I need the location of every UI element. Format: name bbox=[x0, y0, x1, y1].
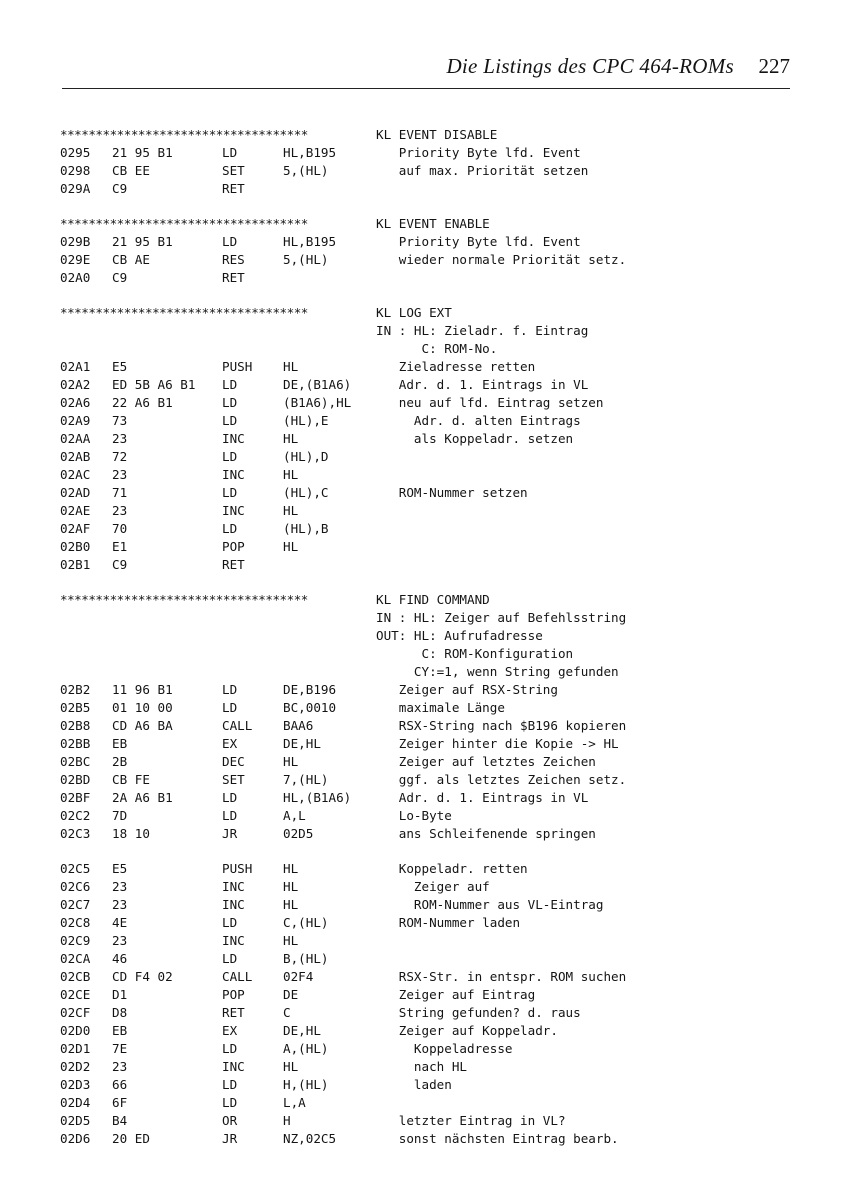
comment: als Koppeladr. setzen bbox=[376, 431, 574, 446]
mnemonic: LD bbox=[222, 377, 238, 392]
operand: H,(HL) bbox=[283, 1077, 329, 1092]
comment: RSX-Str. in entspr. ROM suchen bbox=[376, 969, 627, 984]
opcode-bytes: 72 bbox=[112, 449, 128, 464]
mnemonic: PUSH bbox=[222, 861, 253, 876]
listing-line bbox=[60, 932, 800, 950]
mnemonic: LD bbox=[222, 395, 238, 410]
opcode-bytes: 23 bbox=[112, 503, 128, 518]
listing-line bbox=[60, 968, 800, 986]
listing-line bbox=[60, 950, 800, 968]
operand: C,(HL) bbox=[283, 915, 329, 930]
address: 02AE bbox=[60, 503, 91, 518]
listing-line bbox=[60, 269, 800, 287]
opcode-bytes: ED 5B A6 B1 bbox=[112, 377, 196, 392]
listing-line bbox=[60, 394, 800, 412]
listing-line bbox=[60, 771, 800, 789]
comment: Adr. d. alten Eintrags bbox=[376, 413, 581, 428]
operand: HL,B195 bbox=[283, 145, 337, 160]
listing-line bbox=[60, 340, 800, 358]
operand: 5,(HL) bbox=[283, 163, 329, 178]
listing-line bbox=[60, 807, 800, 825]
routine-label: KL FIND COMMAND bbox=[376, 592, 490, 607]
address: 02D1 bbox=[60, 1041, 91, 1056]
opcode-bytes: 71 bbox=[112, 485, 128, 500]
comment: ROM-Nummer setzen bbox=[376, 485, 528, 500]
listing-spacer bbox=[60, 287, 800, 304]
mnemonic: EX bbox=[222, 736, 238, 751]
operand: HL bbox=[283, 861, 299, 876]
opcode-bytes: C9 bbox=[112, 270, 128, 285]
mnemonic: LD bbox=[222, 145, 238, 160]
mnemonic: SET bbox=[222, 772, 245, 787]
listing-line bbox=[60, 1022, 800, 1040]
routine-separator bbox=[60, 304, 800, 322]
opcode-bytes: 70 bbox=[112, 521, 128, 536]
routine-separator bbox=[60, 215, 800, 233]
listing-line bbox=[60, 180, 800, 198]
opcode-bytes: CB AE bbox=[112, 252, 150, 267]
mnemonic: RET bbox=[222, 1005, 245, 1020]
operand: HL,B195 bbox=[283, 234, 337, 249]
address: 02A2 bbox=[60, 377, 91, 392]
listing-line bbox=[60, 825, 800, 843]
listing-line bbox=[60, 1112, 800, 1130]
address: 02BC bbox=[60, 754, 91, 769]
address: 02C3 bbox=[60, 826, 91, 841]
address: 029B bbox=[60, 234, 91, 249]
comment: Koppeladr. retten bbox=[376, 861, 528, 876]
address: 02D0 bbox=[60, 1023, 91, 1038]
comment: neu auf lfd. Eintrag setzen bbox=[376, 395, 604, 410]
mnemonic: INC bbox=[222, 879, 245, 894]
listing-line bbox=[60, 376, 800, 394]
comment: C: ROM-No. bbox=[376, 341, 498, 356]
listing-line bbox=[60, 1076, 800, 1094]
address: 02AF bbox=[60, 521, 91, 536]
operand: HL,(B1A6) bbox=[283, 790, 352, 805]
routine-label: KL EVENT ENABLE bbox=[376, 216, 490, 231]
opcode-bytes: 23 bbox=[112, 431, 128, 446]
operand: DE,HL bbox=[283, 1023, 321, 1038]
opcode-bytes: 23 bbox=[112, 1059, 128, 1074]
address: 02B0 bbox=[60, 539, 91, 554]
opcode-bytes: 01 10 00 bbox=[112, 700, 173, 715]
mnemonic: INC bbox=[222, 467, 245, 482]
page-header bbox=[62, 54, 790, 84]
listing-line bbox=[60, 878, 800, 896]
comment: sonst nächsten Eintrag bearb. bbox=[376, 1131, 619, 1146]
operand: (HL),D bbox=[283, 449, 329, 464]
mnemonic: CALL bbox=[222, 969, 253, 984]
mnemonic: LD bbox=[222, 485, 238, 500]
comment: Zeiger auf letztes Zeichen bbox=[376, 754, 596, 769]
comment: RSX-String nach $B196 kopieren bbox=[376, 718, 627, 733]
address: 02A0 bbox=[60, 270, 91, 285]
address: 02AC bbox=[60, 467, 91, 482]
address: 02CF bbox=[60, 1005, 91, 1020]
mnemonic: INC bbox=[222, 933, 245, 948]
comment: Koppeladresse bbox=[376, 1041, 513, 1056]
listing-line bbox=[60, 735, 800, 753]
page-header-title: Die Listings des CPC 464-ROMs bbox=[446, 54, 734, 78]
operand: HL bbox=[283, 1059, 299, 1074]
mnemonic: LD bbox=[222, 521, 238, 536]
opcode-bytes: 23 bbox=[112, 897, 128, 912]
comment: laden bbox=[376, 1077, 452, 1092]
page-number: 227 bbox=[758, 54, 790, 78]
address: 02BD bbox=[60, 772, 91, 787]
listing-line bbox=[60, 484, 800, 502]
mnemonic: LD bbox=[222, 1095, 238, 1110]
routine-label: KL EVENT DISABLE bbox=[376, 127, 498, 142]
opcode-bytes: 66 bbox=[112, 1077, 128, 1092]
mnemonic: LD bbox=[222, 790, 238, 805]
mnemonic: INC bbox=[222, 431, 245, 446]
address: 02A9 bbox=[60, 413, 91, 428]
opcode-bytes: 20 ED bbox=[112, 1131, 150, 1146]
address: 02CE bbox=[60, 987, 91, 1002]
mnemonic: POP bbox=[222, 539, 245, 554]
comment: Zeiger auf RSX-String bbox=[376, 682, 558, 697]
address: 02BB bbox=[60, 736, 91, 751]
comment: auf max. Priorität setzen bbox=[376, 163, 589, 178]
opcode-bytes: 7D bbox=[112, 808, 128, 823]
address: 02CA bbox=[60, 951, 91, 966]
operand: HL bbox=[283, 431, 299, 446]
comment: Lo-Byte bbox=[376, 808, 452, 823]
listing-line bbox=[60, 717, 800, 735]
opcode-bytes: E5 bbox=[112, 861, 128, 876]
opcode-bytes: D1 bbox=[112, 987, 128, 1002]
mnemonic: CALL bbox=[222, 718, 253, 733]
listing-line bbox=[60, 699, 800, 717]
operand: H bbox=[283, 1113, 291, 1128]
operand: DE,(B1A6) bbox=[283, 377, 352, 392]
comment: Zieladresse retten bbox=[376, 359, 536, 374]
operand: C bbox=[283, 1005, 291, 1020]
opcode-bytes: C9 bbox=[112, 181, 128, 196]
address: 02A1 bbox=[60, 359, 91, 374]
opcode-bytes: 22 A6 B1 bbox=[112, 395, 173, 410]
address: 02B1 bbox=[60, 557, 91, 572]
opcode-bytes: D8 bbox=[112, 1005, 128, 1020]
listing-line bbox=[60, 251, 800, 269]
operand: HL bbox=[283, 879, 299, 894]
operand: (HL),C bbox=[283, 485, 329, 500]
operand: L,A bbox=[283, 1095, 306, 1110]
address: 02A6 bbox=[60, 395, 91, 410]
comment: C: ROM-Konfiguration bbox=[376, 646, 574, 661]
listing-line bbox=[60, 412, 800, 430]
comment: Zeiger auf Eintrag bbox=[376, 987, 536, 1002]
comment: Adr. d. 1. Eintrags in VL bbox=[376, 377, 589, 392]
listing-line bbox=[60, 520, 800, 538]
operand: B,(HL) bbox=[283, 951, 329, 966]
comment: Zeiger auf bbox=[376, 879, 490, 894]
address: 02C6 bbox=[60, 879, 91, 894]
address: 02C2 bbox=[60, 808, 91, 823]
address: 02C7 bbox=[60, 897, 91, 912]
listing-line bbox=[60, 358, 800, 376]
mnemonic: RET bbox=[222, 557, 245, 572]
mnemonic: SET bbox=[222, 163, 245, 178]
address: 029A bbox=[60, 181, 91, 196]
opcode-bytes: EB bbox=[112, 1023, 128, 1038]
operand: 7,(HL) bbox=[283, 772, 329, 787]
routine-label: KL LOG EXT bbox=[376, 305, 452, 320]
address: 02BF bbox=[60, 790, 91, 805]
opcode-bytes: E1 bbox=[112, 539, 128, 554]
address: 02D6 bbox=[60, 1131, 91, 1146]
opcode-bytes: CB FE bbox=[112, 772, 150, 787]
comment: nach HL bbox=[376, 1059, 467, 1074]
mnemonic: PUSH bbox=[222, 359, 253, 374]
address: 02AD bbox=[60, 485, 91, 500]
listing-line bbox=[60, 914, 800, 932]
address: 0295 bbox=[60, 145, 91, 160]
address: 02C5 bbox=[60, 861, 91, 876]
address: 02CB bbox=[60, 969, 91, 984]
listing-line bbox=[60, 645, 800, 663]
opcode-bytes: 21 95 B1 bbox=[112, 234, 173, 249]
operand: BC,0010 bbox=[283, 700, 337, 715]
listing-line bbox=[60, 986, 800, 1004]
mnemonic: DEC bbox=[222, 754, 245, 769]
opcode-bytes: 7E bbox=[112, 1041, 128, 1056]
mnemonic: LD bbox=[222, 1077, 238, 1092]
listing-line bbox=[60, 466, 800, 484]
opcode-bytes: CD A6 BA bbox=[112, 718, 173, 733]
routine-separator bbox=[60, 126, 800, 144]
comment: letzter Eintrag in VL? bbox=[376, 1113, 566, 1128]
mnemonic: JR bbox=[222, 1131, 238, 1146]
listing-line bbox=[60, 753, 800, 771]
mnemonic: RET bbox=[222, 270, 245, 285]
address: 0298 bbox=[60, 163, 91, 178]
opcode-bytes: CD F4 02 bbox=[112, 969, 173, 984]
mnemonic: INC bbox=[222, 897, 245, 912]
listing-line bbox=[60, 1058, 800, 1076]
separator-stars: *********************************** bbox=[60, 592, 308, 607]
operand: A,(HL) bbox=[283, 1041, 329, 1056]
operand: HL bbox=[283, 359, 299, 374]
operand: DE,B196 bbox=[283, 682, 337, 697]
comment: String gefunden? d. raus bbox=[376, 1005, 581, 1020]
listing-line bbox=[60, 233, 800, 251]
operand: 02D5 bbox=[283, 826, 314, 841]
comment: wieder normale Priorität setz. bbox=[376, 252, 627, 267]
operand: DE bbox=[283, 987, 299, 1002]
mnemonic: OR bbox=[222, 1113, 238, 1128]
comment: ggf. als letztes Zeichen setz. bbox=[376, 772, 627, 787]
separator-stars: *********************************** bbox=[60, 305, 308, 320]
mnemonic: INC bbox=[222, 1059, 245, 1074]
mnemonic: LD bbox=[222, 1041, 238, 1056]
operand: 5,(HL) bbox=[283, 252, 329, 267]
opcode-bytes: 23 bbox=[112, 933, 128, 948]
comment: ROM-Nummer laden bbox=[376, 915, 521, 930]
address: 02C9 bbox=[60, 933, 91, 948]
address: 02D4 bbox=[60, 1095, 91, 1110]
listing-line bbox=[60, 1004, 800, 1022]
mnemonic: LD bbox=[222, 808, 238, 823]
listing-line bbox=[60, 663, 800, 681]
listing-line bbox=[60, 430, 800, 448]
listing-line bbox=[60, 322, 800, 340]
listing-line bbox=[60, 1130, 800, 1148]
comment: Adr. d. 1. Eintrags in VL bbox=[376, 790, 589, 805]
comment: Priority Byte lfd. Event bbox=[376, 234, 581, 249]
mnemonic: LD bbox=[222, 951, 238, 966]
operand: HL bbox=[283, 897, 299, 912]
opcode-bytes: E5 bbox=[112, 359, 128, 374]
address: 02B2 bbox=[60, 682, 91, 697]
mnemonic: RET bbox=[222, 181, 245, 196]
operand: BAA6 bbox=[283, 718, 314, 733]
opcode-bytes: 21 95 B1 bbox=[112, 145, 173, 160]
mnemonic: LD bbox=[222, 413, 238, 428]
opcode-bytes: 73 bbox=[112, 413, 128, 428]
mnemonic: INC bbox=[222, 503, 245, 518]
operand: HL bbox=[283, 467, 299, 482]
opcode-bytes: 18 10 bbox=[112, 826, 150, 841]
separator-stars: *********************************** bbox=[60, 216, 308, 231]
address: 02C8 bbox=[60, 915, 91, 930]
listing-line bbox=[60, 1040, 800, 1058]
comment: CY:=1, wenn String gefunden bbox=[376, 664, 619, 679]
operand: (HL),E bbox=[283, 413, 329, 428]
listing-line bbox=[60, 681, 800, 699]
comment: Zeiger hinter die Kopie -> HL bbox=[376, 736, 619, 751]
comment: Zeiger auf Koppeladr. bbox=[376, 1023, 558, 1038]
listing-line bbox=[60, 609, 800, 627]
opcode-bytes: 2A A6 B1 bbox=[112, 790, 173, 805]
address: 02D3 bbox=[60, 1077, 91, 1092]
comment: OUT: HL: Aufrufadresse bbox=[376, 628, 543, 643]
opcode-bytes: 4E bbox=[112, 915, 128, 930]
mnemonic: RES bbox=[222, 252, 245, 267]
opcode-bytes: EB bbox=[112, 736, 128, 751]
mnemonic: LD bbox=[222, 682, 238, 697]
mnemonic: JR bbox=[222, 826, 238, 841]
address: 02AB bbox=[60, 449, 91, 464]
listing-spacer bbox=[60, 843, 800, 860]
mnemonic: LD bbox=[222, 915, 238, 930]
listing-line bbox=[60, 144, 800, 162]
listing-spacer bbox=[60, 574, 800, 591]
assembly-listing bbox=[60, 126, 800, 1148]
opcode-bytes: 46 bbox=[112, 951, 128, 966]
opcode-bytes: B4 bbox=[112, 1113, 128, 1128]
listing-line bbox=[60, 448, 800, 466]
opcode-bytes: 23 bbox=[112, 879, 128, 894]
operand: HL bbox=[283, 933, 299, 948]
comment: maximale Länge bbox=[376, 700, 505, 715]
address: 02D2 bbox=[60, 1059, 91, 1074]
listing-line bbox=[60, 162, 800, 180]
address: 02B8 bbox=[60, 718, 91, 733]
opcode-bytes: 2B bbox=[112, 754, 128, 769]
operand: 02F4 bbox=[283, 969, 314, 984]
listing-spacer bbox=[60, 198, 800, 215]
listing-line bbox=[60, 896, 800, 914]
separator-stars: *********************************** bbox=[60, 127, 308, 142]
opcode-bytes: 11 96 B1 bbox=[112, 682, 173, 697]
listing-line bbox=[60, 538, 800, 556]
mnemonic: LD bbox=[222, 700, 238, 715]
opcode-bytes: CB EE bbox=[112, 163, 150, 178]
operand: A,L bbox=[283, 808, 306, 823]
operand: (HL),B bbox=[283, 521, 329, 536]
address: 02AA bbox=[60, 431, 91, 446]
address: 02B5 bbox=[60, 700, 91, 715]
listing-line bbox=[60, 556, 800, 574]
address: 029E bbox=[60, 252, 91, 267]
operand: HL bbox=[283, 754, 299, 769]
comment: ROM-Nummer aus VL-Eintrag bbox=[376, 897, 604, 912]
operand: HL bbox=[283, 503, 299, 518]
opcode-bytes: C9 bbox=[112, 557, 128, 572]
routine-separator bbox=[60, 591, 800, 609]
listing-line bbox=[60, 860, 800, 878]
mnemonic: EX bbox=[222, 1023, 238, 1038]
mnemonic: POP bbox=[222, 987, 245, 1002]
opcode-bytes: 23 bbox=[112, 467, 128, 482]
operand: NZ,02C5 bbox=[283, 1131, 337, 1146]
mnemonic: LD bbox=[222, 449, 238, 464]
opcode-bytes: 6F bbox=[112, 1095, 128, 1110]
listing-line bbox=[60, 789, 800, 807]
operand: DE,HL bbox=[283, 736, 321, 751]
listing-line bbox=[60, 502, 800, 520]
address: 02D5 bbox=[60, 1113, 91, 1128]
operand: HL bbox=[283, 539, 299, 554]
listing-line bbox=[60, 1094, 800, 1112]
comment: IN : HL: Zeiger auf Befehlsstring bbox=[376, 610, 627, 625]
comment: Priority Byte lfd. Event bbox=[376, 145, 581, 160]
listing-line bbox=[60, 627, 800, 645]
operand: (B1A6),HL bbox=[283, 395, 352, 410]
comment: IN : HL: Zieladr. f. Eintrag bbox=[376, 323, 589, 338]
comment: ans Schleifenende springen bbox=[376, 826, 596, 841]
mnemonic: LD bbox=[222, 234, 238, 249]
header-rule bbox=[62, 88, 790, 89]
